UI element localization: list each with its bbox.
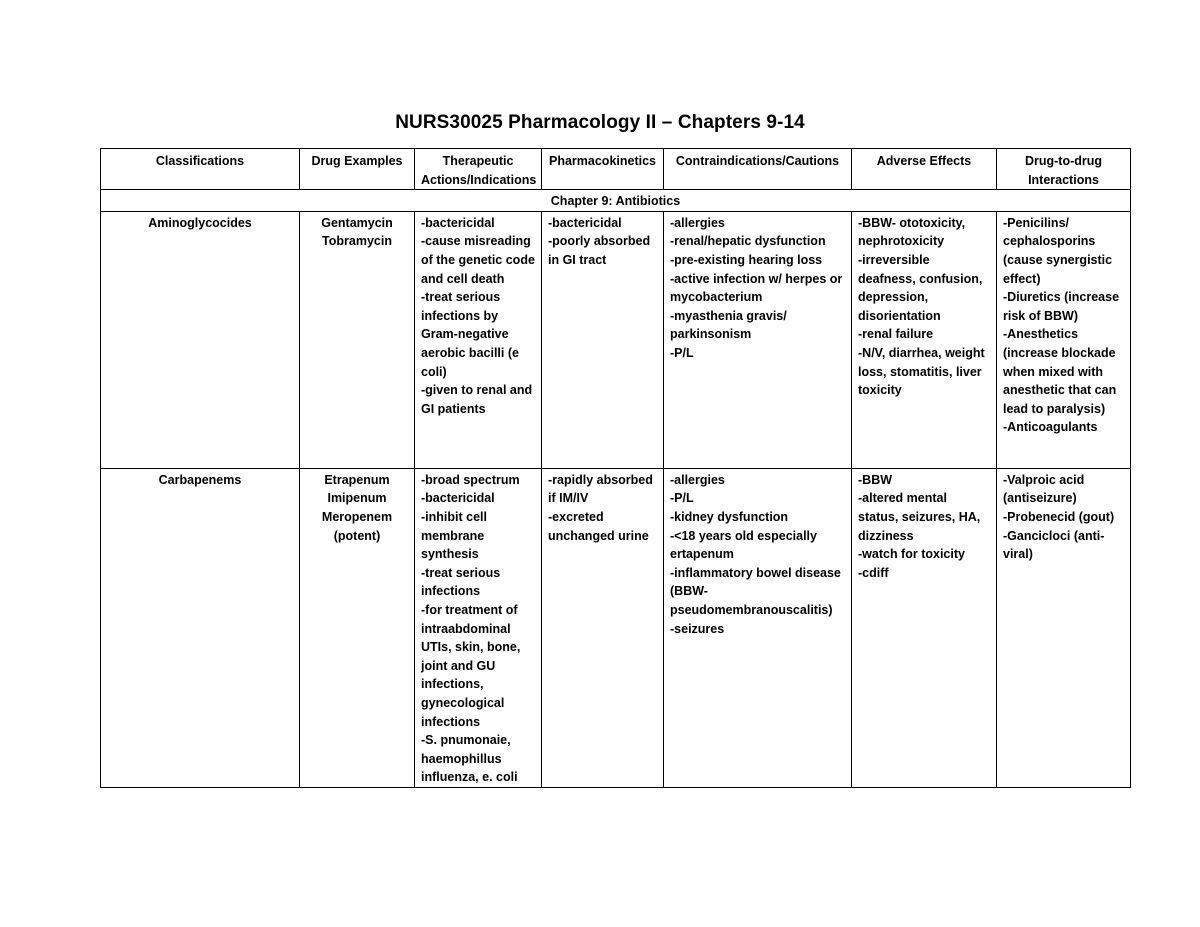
list-item: -myasthenia gravis/ parkinsonism <box>670 308 787 342</box>
contraindications-cell <box>664 468 852 787</box>
pharmacokinetics-cell <box>542 211 664 468</box>
list-item: -kidney dysfunction <box>670 509 789 524</box>
list-item: -renal/hepatic dysfunction <box>670 234 826 249</box>
list-item: -active infection w/ herpes or mycobacterium <box>670 271 843 305</box>
page-title: NURS30025 Pharmacology II – Chapters 9-14 <box>395 112 805 133</box>
list-item: -treat serious infections by Gram-negative aerobic bacilli (e coli) <box>421 290 519 379</box>
list-item: -cause misreading of the genetic code and cell death <box>421 234 535 286</box>
actions-cell <box>415 468 542 787</box>
header-row <box>101 149 1131 190</box>
list-item: (potent) <box>333 528 381 543</box>
list-item: -BBW- ototoxicity, nephrotoxicity <box>858 215 966 249</box>
list-item: -irreversible deafness, confusion, depression, disorientation <box>858 252 983 323</box>
header-drug-interactions: Drug-to-drug Interactions <box>997 149 1131 190</box>
list-item: -seizures <box>670 621 725 636</box>
chapter-heading: Chapter 9: Antibiotics <box>101 190 1131 212</box>
list-item: -pre-existing hearing loss <box>670 252 823 267</box>
list-item: -excreted unchanged urine <box>548 509 649 543</box>
classification-cell: Aminoglycocides <box>101 211 300 468</box>
list-item: -for treatment of intraabdominal UTIs, skin, bone, joint and GU infections, gynecological infections <box>421 602 521 729</box>
list-item: -poorly absorbed in GI tract <box>548 234 651 267</box>
table-row <box>101 211 1131 468</box>
header-adverse-effects: Adverse Effects <box>852 149 997 190</box>
interactions-cell <box>997 468 1131 787</box>
list-item: -P/L <box>670 491 694 506</box>
list-item: -bactericidal <box>421 491 495 506</box>
drug-examples-cell <box>300 468 415 787</box>
list-item: Etrapenum <box>324 472 390 487</box>
list-item: -cdiff <box>858 565 889 580</box>
list-item: Tobramycin <box>322 234 392 249</box>
classification-cell: Carbapenems <box>101 468 300 787</box>
list-item: -Anesthetics (increase blockade when mixed with anesthetic that can lead to paralysis) <box>1003 327 1117 416</box>
list-item: -rapidly absorbed if IM/IV <box>548 472 653 506</box>
drug-examples-cell <box>300 211 415 468</box>
list-item: Meropenem <box>321 509 393 524</box>
list-item: -Probenecid (gout) <box>1003 509 1115 524</box>
list-item: -allergies <box>670 215 725 230</box>
list-item: -broad spectrum <box>421 472 520 487</box>
adverse-effects-cell <box>852 211 997 468</box>
list-item: -inhibit cell membrane synthesis <box>421 509 487 562</box>
list-item: -watch for toxicity <box>858 547 965 562</box>
list-item: -altered mental status, seizures, HA, dizziness <box>858 491 981 543</box>
list-item: -P/L <box>670 345 694 360</box>
header-therapeutic-actions: Therapeutic Actions/Indications <box>415 149 542 190</box>
list-item: -bactericidal <box>421 215 495 230</box>
list-item: -Penicilins/ cephalosporins (cause synergistic effect) <box>1003 215 1113 286</box>
list-item: -inflammatory bowel disease (BBW- pseudomembranouscalitis) <box>670 565 841 617</box>
list-item: -renal failure <box>858 327 934 342</box>
chapter-row <box>101 190 1131 212</box>
drug-table <box>100 148 1131 788</box>
header-classifications: Classifications <box>101 149 300 190</box>
header-contraindications: Contraindications/Cautions <box>664 149 852 190</box>
table-row <box>101 468 1131 787</box>
list-item: -Anticoagulants <box>1003 420 1098 435</box>
pharmacokinetics-cell <box>542 468 664 787</box>
list-item: -treat serious infections <box>421 565 501 599</box>
contraindications-cell <box>664 211 852 468</box>
list-item: -Gancicloci (anti-viral) <box>1003 528 1105 562</box>
list-item: -BBW <box>858 472 893 487</box>
list-item: -Diuretics (increase risk of BBW) <box>1003 290 1120 323</box>
list-item: Imipenum <box>327 491 387 506</box>
list-item: -bactericidal <box>548 215 622 230</box>
header-drug-examples: Drug Examples <box>300 149 415 190</box>
list-item: Gentamycin <box>321 215 393 230</box>
list-item: -N/V, diarrhea, weight loss, stomatitis, liver toxicity <box>858 345 985 398</box>
adverse-effects-cell <box>852 468 997 787</box>
list-item: -Valproic acid (antiseizure) <box>1003 472 1085 506</box>
interactions-cell <box>997 211 1131 468</box>
list-item: -<18 years old especially ertapenum <box>670 528 817 562</box>
header-pharmacokinetics: Pharmacokinetics <box>542 149 664 190</box>
list-item: -S. pnumonaie, haemophillus influenza, e. coli <box>421 733 518 785</box>
list-item: -allergies <box>670 472 725 487</box>
actions-cell <box>415 211 542 468</box>
list-item: -given to renal and GI patients <box>421 383 533 416</box>
